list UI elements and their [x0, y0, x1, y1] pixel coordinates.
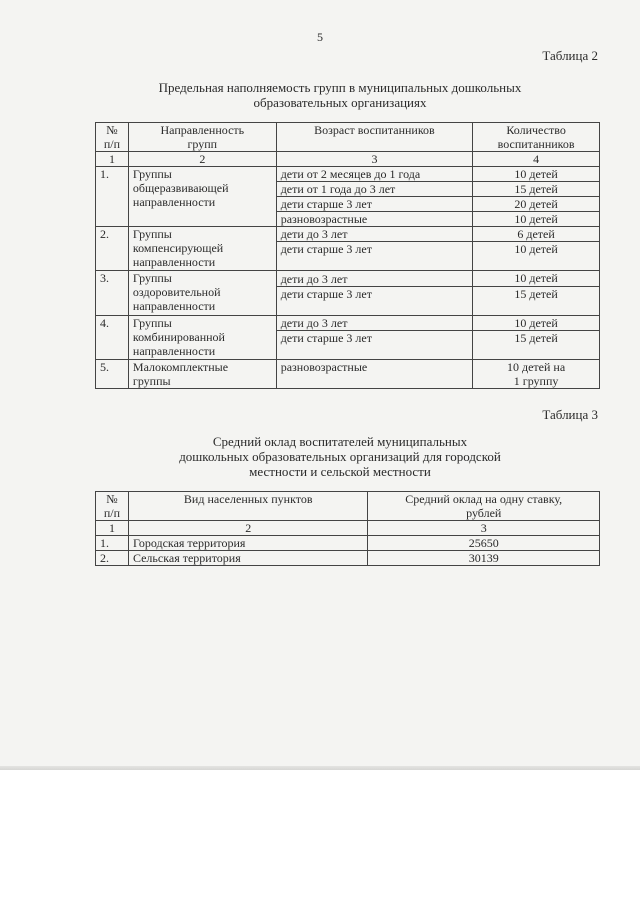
row-count — [473, 360, 600, 389]
row-count: 10 детей — [473, 212, 600, 227]
table2-caption-line: Предельная наполняемость групп в муниципальных дошкольных — [158, 80, 522, 95]
direction-line: Группы — [132, 227, 172, 241]
header-direction-line: Направленность — [160, 123, 245, 137]
row-age: дети старше 3 лет — [276, 331, 472, 360]
column-number: 2 — [128, 152, 276, 167]
row-age: дети от 1 года до 3 лет — [276, 182, 472, 197]
row-count: 15 детей — [473, 331, 600, 360]
row-direction — [128, 316, 276, 360]
header-salary-line: рублей — [466, 506, 502, 520]
table-row — [96, 551, 600, 566]
header-salary-line: Средний оклад на одну ставку, — [405, 492, 563, 506]
table-header-row — [96, 492, 600, 521]
column-number: 3 — [276, 152, 472, 167]
salary-table — [95, 491, 600, 566]
direction-line: направленности — [132, 195, 216, 209]
table-header-row — [96, 123, 600, 152]
header-num-line: п/п — [103, 506, 121, 520]
row-direction — [128, 271, 276, 316]
table2-caption-line: образовательных организациях — [253, 95, 427, 110]
direction-line: компенсирующей — [132, 241, 224, 255]
header-direction — [128, 123, 276, 152]
table-row — [96, 227, 600, 242]
column-number: 3 — [368, 521, 600, 536]
table2-caption — [40, 80, 640, 110]
table-row — [96, 536, 600, 551]
row-direction — [128, 167, 276, 227]
column-number: 4 — [473, 152, 600, 167]
count-line: 1 группу — [513, 374, 559, 388]
row-age: дети до 3 лет — [276, 271, 472, 287]
column-number: 2 — [128, 521, 368, 536]
row-salary: 30139 — [368, 551, 600, 566]
table3-caption-line: дошкольных образовательных организаций для городской — [179, 449, 501, 464]
table-row — [96, 167, 600, 182]
row-locality: Городская территория — [128, 536, 368, 551]
page-number: 5 — [317, 30, 323, 44]
header-num — [96, 123, 129, 152]
row-num: 5. — [96, 360, 129, 389]
count-line: 10 детей на — [507, 360, 566, 374]
direction-line: направленности — [132, 344, 216, 358]
row-direction — [128, 227, 276, 271]
row-age: дети от 2 месяцев до 1 года — [276, 167, 472, 182]
row-num: 1. — [96, 536, 129, 551]
row-age: разновозрастные — [276, 212, 472, 227]
direction-line: комбинированной — [132, 330, 225, 344]
row-count: 10 детей — [473, 242, 600, 271]
row-count: 20 детей — [473, 197, 600, 212]
header-num-line: п/п — [103, 137, 121, 151]
table-row — [96, 360, 600, 389]
row-locality: Сельская территория — [128, 551, 368, 566]
row-count: 10 детей — [473, 316, 600, 331]
direction-line: общеразвивающей — [132, 181, 229, 195]
header-locality: Вид населенных пунктов — [128, 492, 368, 521]
direction-line: направленности — [132, 255, 216, 269]
row-age: дети старше 3 лет — [276, 242, 472, 271]
direction-line: Группы — [132, 271, 172, 285]
header-age: Возраст воспитанников — [276, 123, 472, 152]
row-age: дети старше 3 лет — [276, 197, 472, 212]
row-count: 6 детей — [473, 227, 600, 242]
row-num: 3. — [96, 271, 129, 316]
row-num: 2. — [96, 551, 129, 566]
table3-caption-line: Средний оклад воспитателей муниципальных — [212, 434, 468, 449]
direction-line: направленности — [132, 299, 216, 313]
row-count: 10 детей — [473, 167, 600, 182]
row-num: 2. — [96, 227, 129, 271]
direction-line: Группы — [132, 316, 172, 330]
row-salary: 25650 — [368, 536, 600, 551]
column-number: 1 — [96, 521, 129, 536]
row-direction — [128, 360, 276, 389]
row-age: разновозрастные — [276, 360, 472, 389]
header-num-line: № — [106, 492, 118, 506]
row-num: 4. — [96, 316, 129, 360]
header-num — [96, 492, 129, 521]
header-direction-line: групп — [187, 137, 218, 151]
direction-line: группы — [132, 374, 171, 388]
column-number-row — [96, 521, 600, 536]
row-count: 15 детей — [473, 182, 600, 197]
table2-label: Таблица 2 — [542, 48, 598, 63]
row-num: 1. — [96, 167, 129, 227]
table3-caption-line: местности и сельской местности — [249, 464, 431, 479]
row-age: дети до 3 лет — [276, 316, 472, 331]
table-row — [96, 271, 600, 287]
column-number-row — [96, 152, 600, 167]
page-bottom-edge — [0, 766, 640, 770]
column-number: 1 — [96, 152, 129, 167]
direction-line: Группы — [132, 167, 172, 181]
group-capacity-table — [95, 122, 600, 389]
header-num-line: № — [106, 123, 118, 137]
table3-label: Таблица 3 — [542, 407, 598, 422]
header-salary — [368, 492, 600, 521]
row-age: дети старше 3 лет — [276, 287, 472, 316]
row-count: 10 детей — [473, 271, 600, 287]
header-count-line: Количество — [506, 123, 566, 137]
row-count: 15 детей — [473, 287, 600, 316]
direction-line: оздоровительной — [132, 285, 221, 299]
table3-caption — [40, 434, 640, 479]
header-count — [473, 123, 600, 152]
row-age: дети до 3 лет — [276, 227, 472, 242]
table-row — [96, 316, 600, 331]
header-count-line: воспитанников — [497, 137, 575, 151]
direction-line: Малокомплектные — [132, 360, 229, 374]
